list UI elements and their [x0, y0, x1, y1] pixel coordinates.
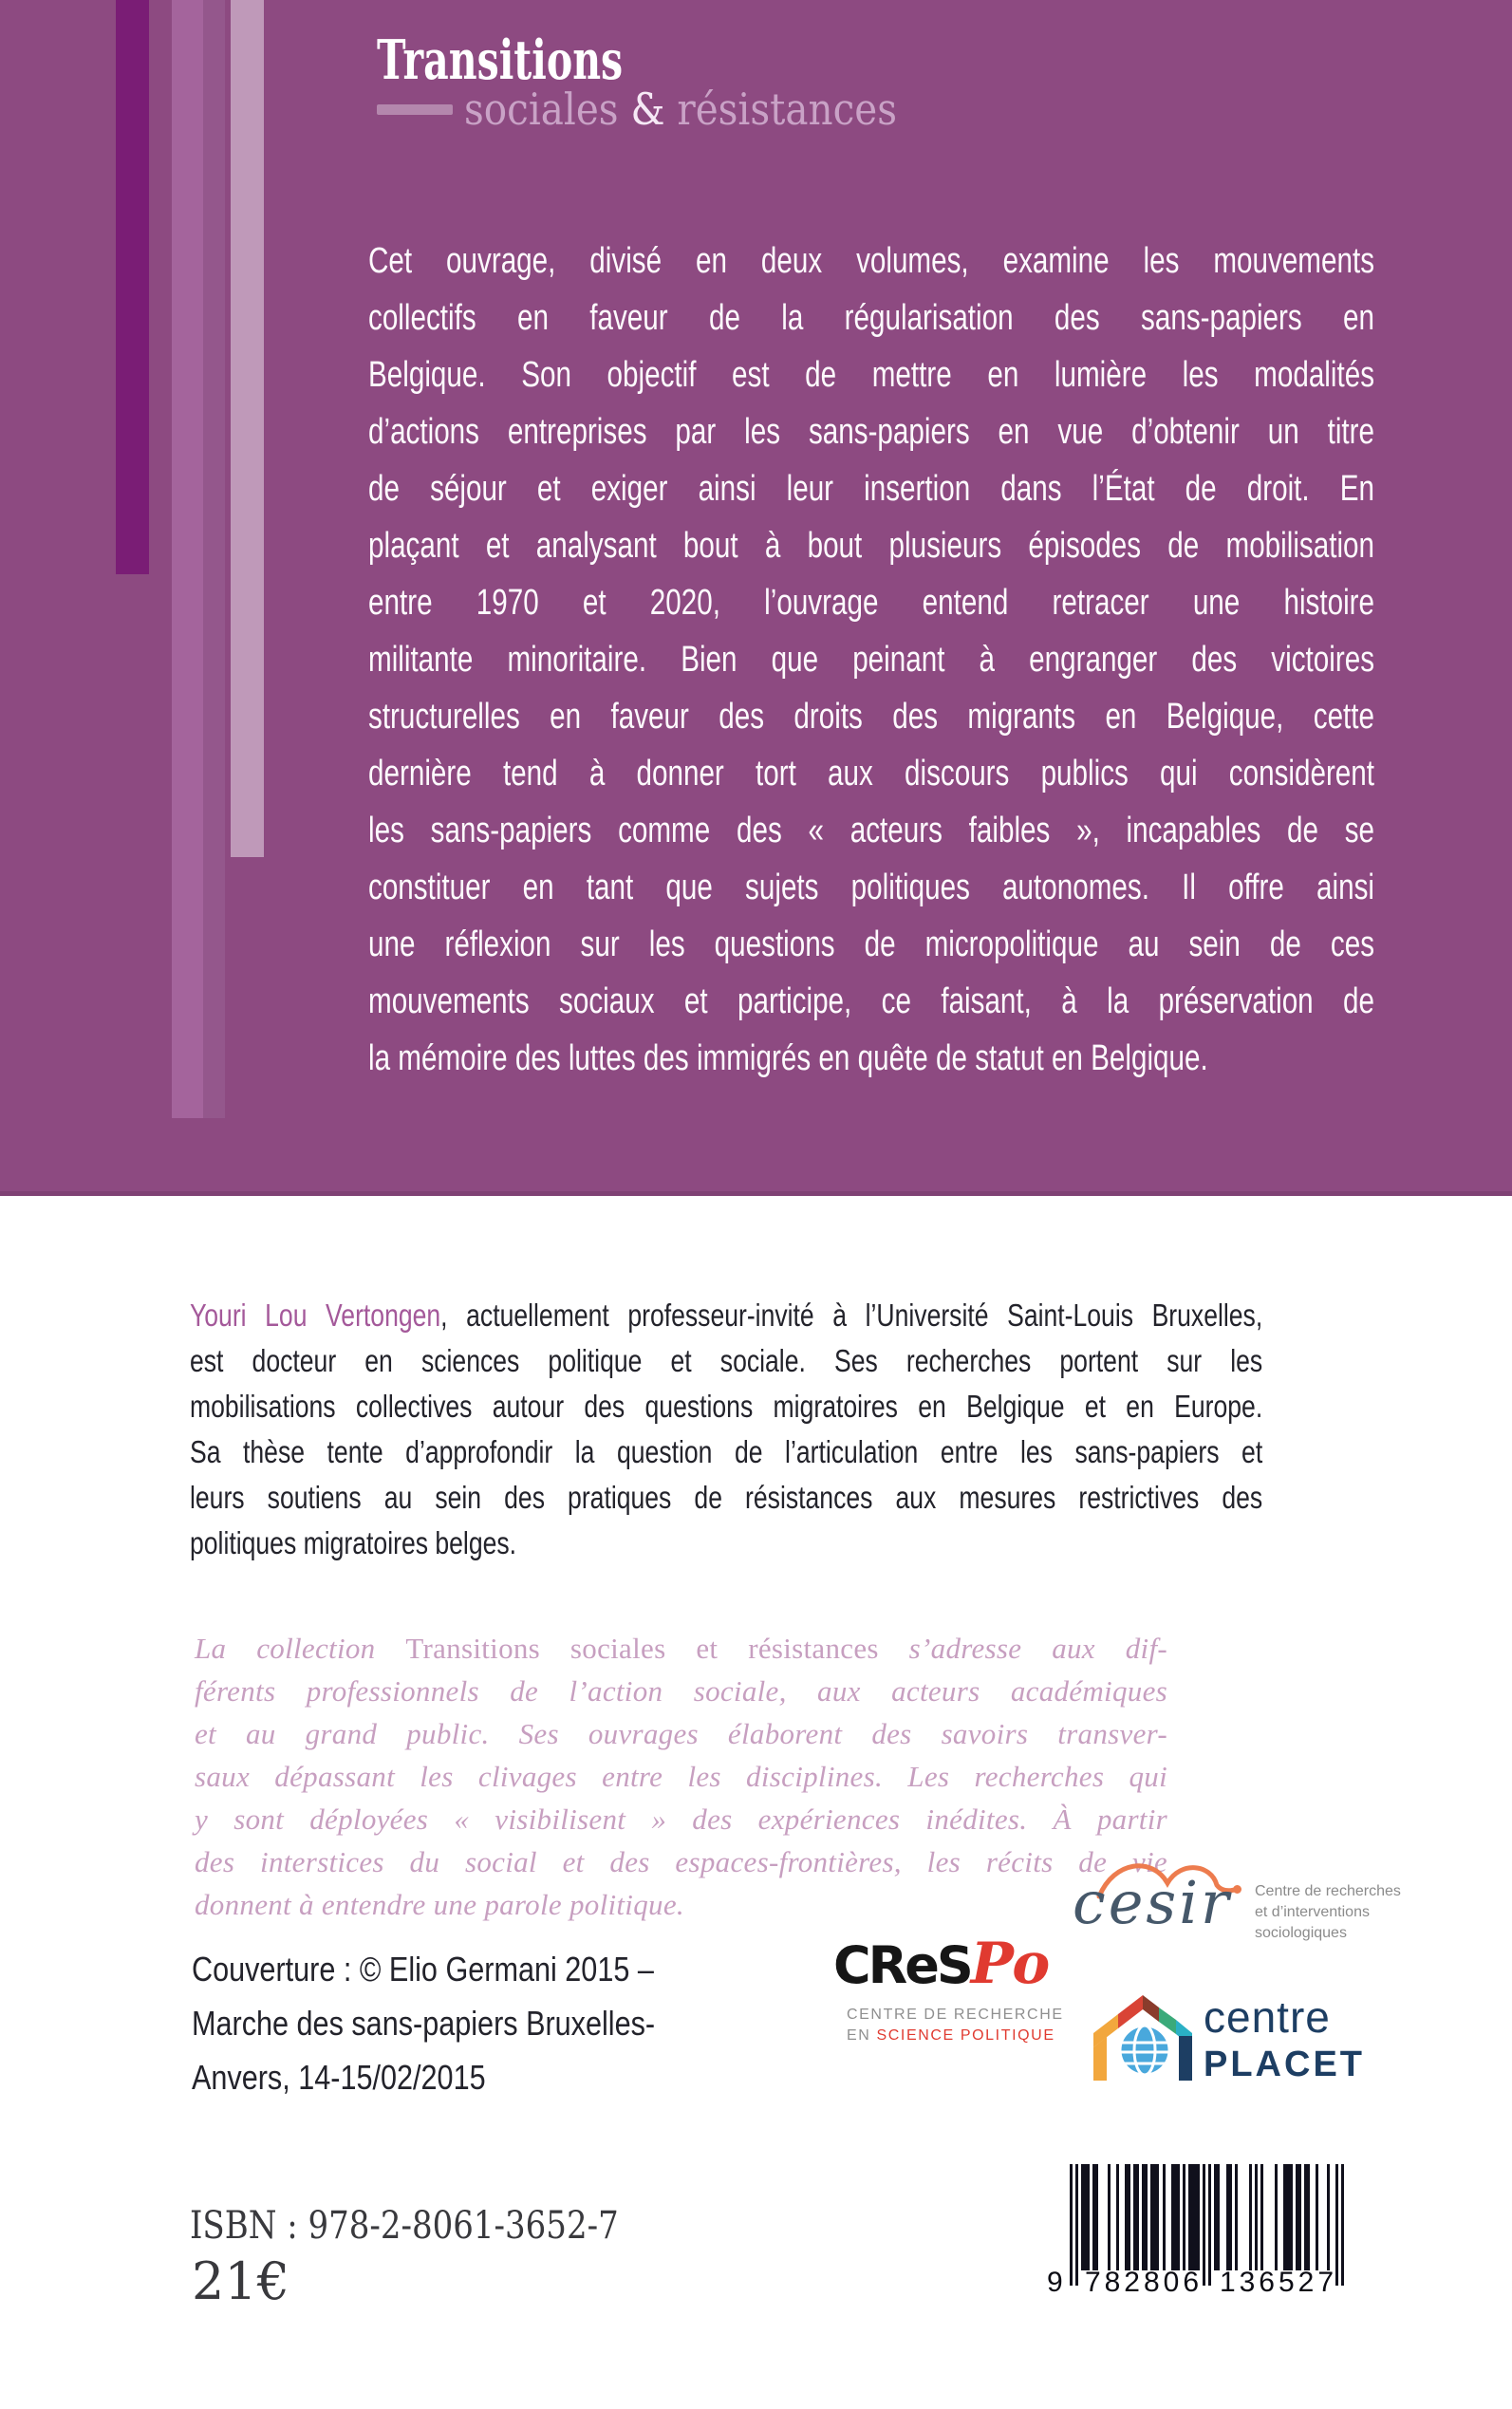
decorative-stripe-light: [231, 0, 264, 857]
text-line: des interstices du social et des espaces-frontières, les récits de vie: [195, 1845, 1167, 1878]
crespo-tagline-line2: [847, 2026, 1080, 2046]
series-logo-ampersand: &: [630, 84, 665, 135]
credit-line: Couverture : © Elio Germani 2015 –: [192, 1950, 654, 1989]
text-line: les sans-papiers comme des « acteurs faibles », incapables de se: [368, 811, 1375, 850]
text-line: de séjour et exiger ainsi leur insertion dans l’État de droit. En: [368, 469, 1375, 509]
placet-wordmark-line1: centre: [1204, 1992, 1331, 2042]
crespo-tagline-line2-red: SCIENCE POLITIQUE: [876, 2027, 1055, 2044]
purple-header-block: [0, 0, 1512, 1196]
crespo-logo: [833, 1931, 1080, 2046]
crespo-wordmark-red: Po: [970, 1931, 1051, 1997]
text-line: d’actions entreprises par les sans-papiers en vue d’obtenir un titre: [368, 412, 1375, 452]
text-line: une réflexion sur les questions de micropolitique au sein de ces: [368, 924, 1375, 964]
series-logo-subtitle-pre: sociales: [464, 84, 631, 135]
collection-intro: La collection: [195, 1632, 406, 1665]
decorative-stripe-medium: [172, 0, 203, 1118]
text-line: [195, 1627, 1167, 1670]
placet-wordmark-line2: PLACET: [1204, 2045, 1365, 2084]
collection-text: s’adresse aux dif-: [878, 1632, 1167, 1665]
text-line: saux dépassant les clivages entre les disciplines. Les recherches qui: [195, 1760, 1167, 1793]
text-line: donnent à entendre une parole politique.: [195, 1888, 684, 1921]
text-line: férents professionnels de l’action sociale, aux acteurs académiques: [195, 1674, 1167, 1708]
decorative-stripe-faint: [203, 0, 225, 1118]
crespo-wordmark-black: CReS: [833, 1935, 971, 1995]
collection-series-name: Transitions sociales et résistances: [405, 1632, 879, 1665]
text-line: militante minoritaire. Bien que peinant à engranger des victoires: [368, 640, 1375, 680]
credit-line: Marche des sans-papiers Bruxelles-: [192, 2004, 656, 2043]
decorative-stripe-dark: [116, 0, 149, 574]
cesir-description-line: Centre de recherches: [1255, 1883, 1401, 1899]
cesir-wordmark: cesir: [1073, 1868, 1232, 1937]
series-logo-subtitle-post: résistances: [664, 84, 898, 135]
placet-wordmark: [1204, 1991, 1365, 2085]
text-line: et au grand public. Ses ouvrages élaborent des savoirs transver-: [195, 1717, 1167, 1750]
placet-house-globe-icon: [1088, 1989, 1200, 2082]
text-line: leurs soutiens au sein des pratiques de résistances aux mesures restrictives des: [190, 1480, 1263, 1515]
barcode-digit-lead: 9: [1047, 2267, 1063, 2298]
barcode-bar: [1341, 2164, 1344, 2286]
text-line: [190, 1293, 1262, 1338]
cesir-description-line: sociologiques: [1255, 1925, 1347, 1941]
text-line: structurelles en faveur des droits des migrants en Belgique, cette: [368, 697, 1375, 737]
crespo-tagline-line1: CENTRE DE RECHERCHE: [847, 2007, 1064, 2023]
series-logo-title: Transitions: [377, 28, 624, 92]
text-line: politiques migratoires belges.: [190, 1525, 517, 1560]
author-bio: [190, 1293, 1262, 1566]
ean13-barcode: [1047, 2164, 1345, 2308]
barcode-digit-group2: 136527: [1219, 2267, 1338, 2298]
credit-line: Anvers, 14-15/02/2015: [192, 2058, 486, 2097]
text-line: dernière tend à donner tort aux discours publics qui considèrent: [368, 754, 1375, 794]
cover-photo-credit: [192, 1942, 655, 2104]
text-line: plaçant et analysant bout à bout plusieurs épisodes de mobilisation: [368, 526, 1375, 566]
author-name: Youri Lou Vertongen: [190, 1298, 441, 1333]
crespo-wordmark: [833, 1931, 1080, 1997]
barcode-digit-group1: 782806: [1084, 2267, 1204, 2298]
text-line: mouvements sociaux et participe, ce faisant, à la préservation de: [368, 981, 1375, 1021]
collection-description: [195, 1627, 1167, 1926]
price-label: 21€: [192, 2251, 290, 2311]
text-line: mobilisations collectives autour des questions migratoires en Belgique et en Europe.: [190, 1389, 1263, 1424]
text-line: la mémoire des luttes des immigrés en quête de statut en Belgique.: [368, 1038, 1208, 1078]
series-logo-dash: [377, 104, 453, 115]
text-line: constituer en tant que sujets politiques autonomes. Il offre ainsi: [368, 868, 1375, 907]
text-line: y sont déployées « visibilisent » des expériences inédites. À partir: [195, 1802, 1167, 1836]
crespo-tagline-line2-gray: EN: [847, 2027, 877, 2044]
cesir-dot-icon: [1233, 1885, 1241, 1894]
text-line: Sa thèse tente d’approfondir la question de l’articulation entre les sans-papiers et: [190, 1434, 1263, 1469]
text-line: collectifs en faveur de la régularisation des sans-papiers en: [368, 298, 1375, 338]
bio-text: , actuellement professeur-invité à l’Université Saint-Louis Bruxelles,: [440, 1298, 1263, 1333]
crespo-tagline: [847, 2005, 1080, 2046]
cesir-description-line: et d’interventions: [1255, 1904, 1370, 1920]
text-line: Belgique. Son objectif est de mettre en lumière les modalités: [368, 355, 1375, 395]
cesir-description: [1255, 1881, 1401, 1944]
text-line: entre 1970 et 2020, l’ouvrage entend retracer une histoire: [368, 583, 1375, 623]
text-line: Cet ouvrage, divisé en deux volumes, examine les mouvements: [368, 241, 1375, 281]
text-line: est docteur en sciences politique et sociale. Ses recherches portent sur les: [190, 1343, 1263, 1378]
isbn-label: ISBN : 978-2-8061-3652-7: [190, 2204, 619, 2248]
series-logo-subtitle: [464, 84, 897, 135]
back-cover-blurb: [368, 233, 1374, 1087]
